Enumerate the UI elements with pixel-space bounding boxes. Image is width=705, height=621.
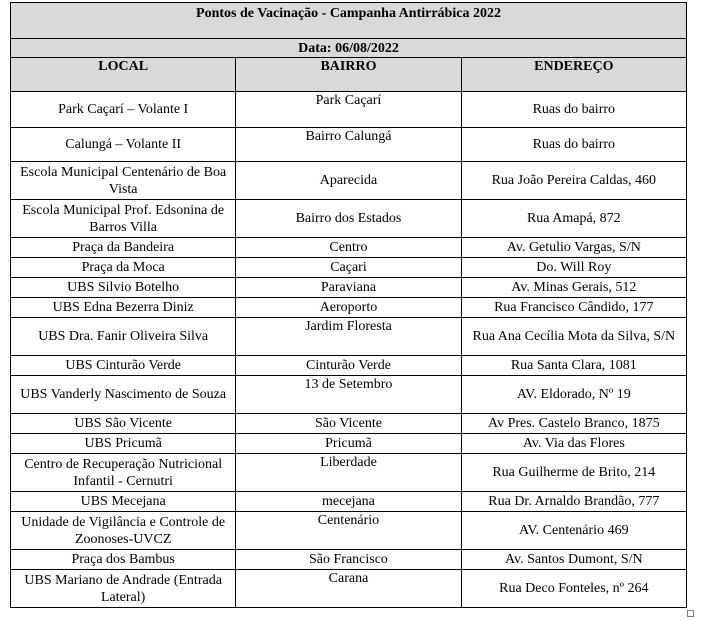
- cell-local: Praça da Bandeira: [11, 238, 236, 258]
- cell-bairro: Centro: [236, 238, 461, 258]
- table-row: [11, 162, 687, 200]
- cell-bairro: Pricumã: [236, 434, 461, 454]
- document-page: [10, 2, 687, 608]
- table-row: [11, 128, 687, 162]
- cell-endereco: Ruas do bairro: [461, 128, 686, 162]
- title-row: [11, 3, 687, 39]
- cell-bairro: Carana: [236, 570, 461, 608]
- table-row: [11, 238, 687, 258]
- cell-endereco: Ruas do bairro: [461, 92, 686, 128]
- cell-local: UBS São Vicente: [11, 414, 236, 434]
- cell-bairro: 13 de Setembro: [236, 376, 461, 414]
- vaccination-points-table: [10, 2, 687, 608]
- table-row: [11, 318, 687, 356]
- cell-bairro: Caçari: [236, 258, 461, 278]
- cell-endereco: Rua Santa Clara, 1081: [461, 356, 686, 376]
- cell-bairro: Paraviana: [236, 278, 461, 298]
- cell-bairro: Cinturão Verde: [236, 356, 461, 376]
- cell-local: UBS Vanderly Nascimento de Souza: [11, 376, 236, 414]
- table-resize-handle[interactable]: [687, 610, 694, 617]
- cell-endereco: Rua João Pereira Caldas, 460: [461, 162, 686, 200]
- table-row: [11, 92, 687, 128]
- table-row: [11, 258, 687, 278]
- cell-endereco: Av. Santos Dumont, S/N: [461, 550, 686, 570]
- cell-bairro: Jardim Floresta: [236, 318, 461, 356]
- table-row: [11, 200, 687, 238]
- table-title: Pontos de Vacinação - Campanha Antirrábica 2022: [11, 3, 687, 39]
- cell-bairro: Liberdade: [236, 454, 461, 492]
- cell-local: Calungá – Volante II: [11, 128, 236, 162]
- cell-endereco: Rua Amapá, 872: [461, 200, 686, 238]
- cell-local: UBS Dra. Fanir Oliveira Silva: [11, 318, 236, 356]
- cell-endereco: Rua Ana Cecília Mota da Silva, S/N: [461, 318, 686, 356]
- cell-bairro: Aparecida: [236, 162, 461, 200]
- cell-local: Unidade de Vigilância e Controle de Zoonoses-UVCZ: [11, 512, 236, 550]
- table-row: [11, 550, 687, 570]
- cell-bairro: Bairro dos Estados: [236, 200, 461, 238]
- cell-local: Centro de Recuperação Nutricional Infantil - Cernutri: [11, 454, 236, 492]
- cell-local: Escola Municipal Prof. Edsonina de Barros Villa: [11, 200, 236, 238]
- cell-endereco: Av. Via das Flores: [461, 434, 686, 454]
- table-row: [11, 570, 687, 608]
- table-body: [11, 3, 687, 608]
- table-row: [11, 434, 687, 454]
- cell-local: UBS Edna Bezerra Diniz: [11, 298, 236, 318]
- header-bairro: BAIRRO: [236, 58, 461, 92]
- cell-local: UBS Cinturão Verde: [11, 356, 236, 376]
- table-row: [11, 356, 687, 376]
- cell-bairro: Aeroporto: [236, 298, 461, 318]
- header-endereco: ENDEREÇO: [461, 58, 686, 92]
- cell-endereco: AV. Eldorado, Nº 19: [461, 376, 686, 414]
- table-date: Data: 06/08/2022: [11, 39, 687, 58]
- cell-endereco: Do. Will Roy: [461, 258, 686, 278]
- cell-endereco: Av Pres. Castelo Branco, 1875: [461, 414, 686, 434]
- cell-bairro: Park Caçarí: [236, 92, 461, 128]
- header-row: [11, 58, 687, 92]
- cell-local: Praça dos Bambus: [11, 550, 236, 570]
- header-local: LOCAL: [11, 58, 236, 92]
- table-row: [11, 492, 687, 512]
- cell-local: UBS Silvio Botelho: [11, 278, 236, 298]
- cell-bairro: São Vicente: [236, 414, 461, 434]
- cell-local: Escola Municipal Centenário de Boa Vista: [11, 162, 236, 200]
- cell-local: UBS Mecejana: [11, 492, 236, 512]
- table-row: [11, 298, 687, 318]
- cell-endereco: Av. Getulio Vargas, S/N: [461, 238, 686, 258]
- table-row: [11, 376, 687, 414]
- date-row: [11, 39, 687, 58]
- cell-local: UBS Pricumã: [11, 434, 236, 454]
- cell-local: UBS Mariano de Andrade (Entrada Lateral): [11, 570, 236, 608]
- cell-endereco: Rua Deco Fonteles, nº 264: [461, 570, 686, 608]
- cell-endereco: AV. Centenário 469: [461, 512, 686, 550]
- cell-bairro: Centenário: [236, 512, 461, 550]
- table-row: [11, 454, 687, 492]
- cell-endereco: Av. Minas Gerais, 512: [461, 278, 686, 298]
- cell-endereco: Rua Dr. Arnaldo Brandão, 777: [461, 492, 686, 512]
- table-row: [11, 278, 687, 298]
- table-row: [11, 414, 687, 434]
- table-row: [11, 512, 687, 550]
- cell-bairro: São Francisco: [236, 550, 461, 570]
- cell-bairro: mecejana: [236, 492, 461, 512]
- cell-bairro: Bairro Calungá: [236, 128, 461, 162]
- cell-endereco: Rua Francisco Cândido, 177: [461, 298, 686, 318]
- cell-endereco: Rua Guilherme de Brito, 214: [461, 454, 686, 492]
- cell-local: Praça da Moca: [11, 258, 236, 278]
- cell-local: Park Caçarí – Volante I: [11, 92, 236, 128]
